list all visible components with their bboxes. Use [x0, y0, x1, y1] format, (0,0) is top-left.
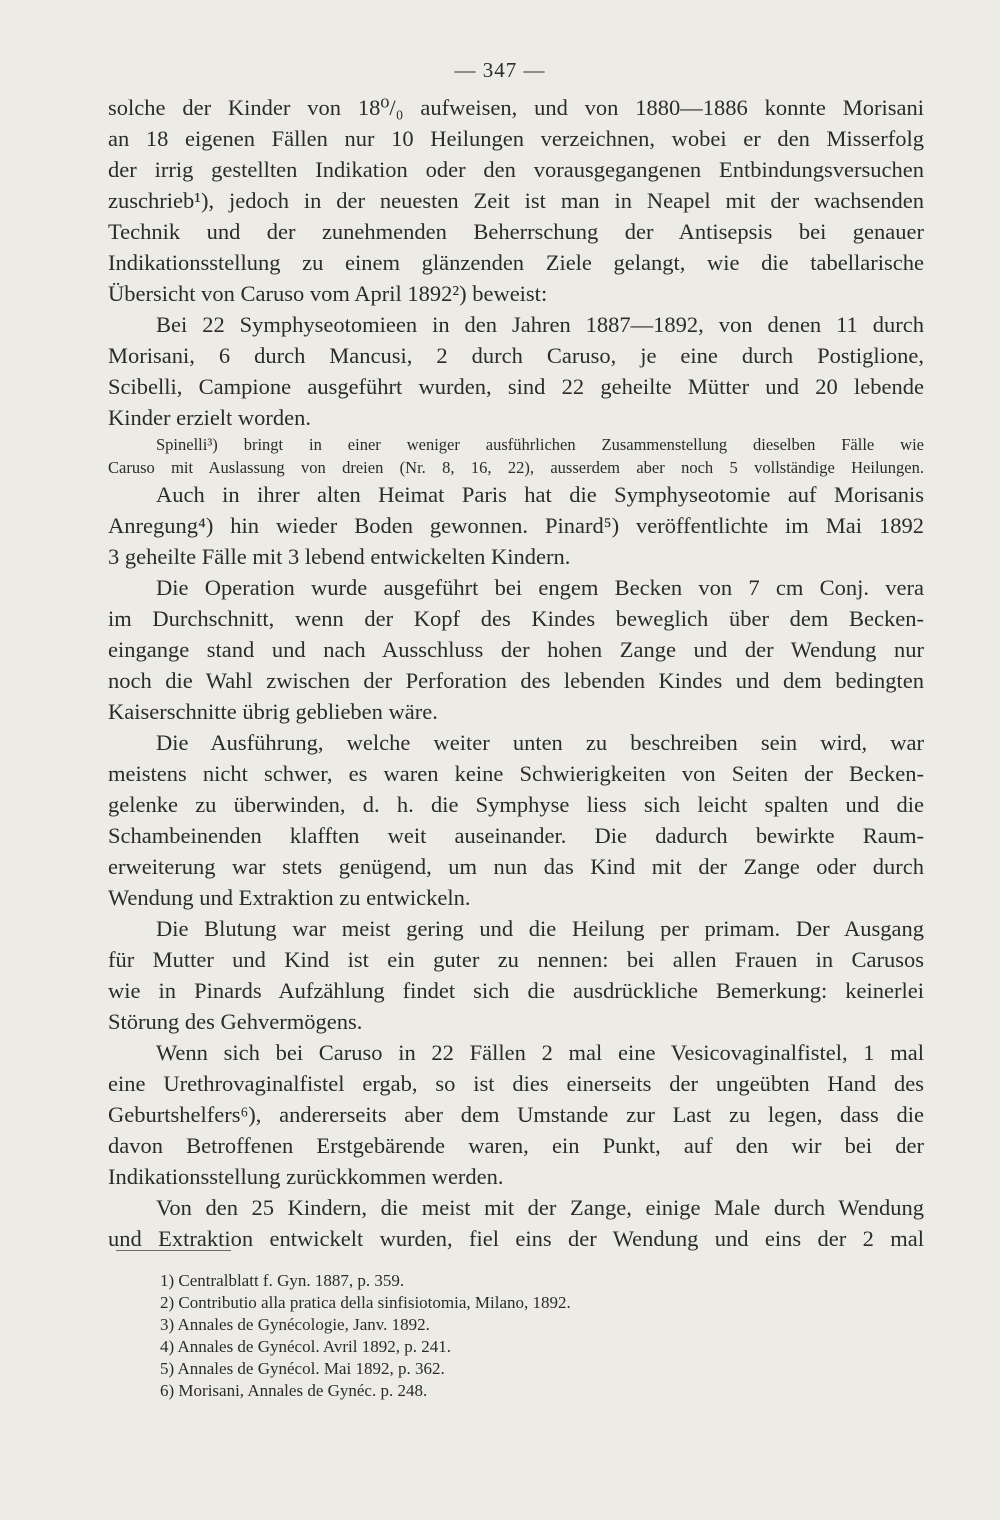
text-line: an 18 eigenen Fällen nur 10 Heilungen verzeichnen, wobei er den Misserfolg: [108, 126, 924, 151]
text-line: Bei 22 Symphyseotomieen in den Jahren 1887—1892, von denen 11 durch: [156, 312, 924, 337]
text-line: Störung des Gehvermögens.: [108, 1009, 363, 1034]
text-line: Technik und der zunehmenden Beherrschung der Antisepsis bei genauer: [108, 219, 924, 244]
text-line: Schambeinenden klafften weit auseinander. Die dadurch bewirkte Raum-: [108, 823, 924, 848]
text-line: noch die Wahl zwischen der Perforation des lebenden Kindes und dem bedingten: [108, 668, 924, 693]
text-line: wie in Pinards Aufzählung findet sich die ausdrückliche Bemerkung: keinerlei: [108, 978, 924, 1003]
text-line: meistens nicht schwer, es waren keine Schwierigkeiten von Seiten der Becken-: [108, 761, 924, 786]
text-line: Die Ausführung, welche weiter unten zu beschreiben sein wird, war: [156, 730, 924, 755]
text-line: Indikationsstellung zurückkommen werden.: [108, 1164, 504, 1189]
text-line: Von den 25 Kindern, die meist mit der Zange, einige Male durch Wendung: [156, 1195, 924, 1220]
text-line: Kinder erzielt worden.: [108, 405, 312, 430]
text-line: Die Blutung war meist gering und die Heilung per primam. Der Ausgang: [156, 916, 924, 941]
text-line: solche der Kinder von 18⁰/₀ aufweisen, und von 1880—1886 konnte Morisani: [108, 95, 924, 120]
text-line: davon Betroffenen Erstgebärende waren, ein Punkt, auf den wir bei der: [108, 1133, 924, 1158]
text-line: Indikationsstellung zu einem glänzenden Ziele gelangt, wie die tabellarische: [108, 250, 924, 275]
footnote: 3) Annales de Gynécologie, Janv. 1892.: [160, 1315, 430, 1334]
text-line: Übersicht von Caruso vom April 1892²) beweist:: [108, 281, 548, 306]
footnote: 5) Annales de Gynécol. Mai 1892, p. 362.: [160, 1359, 445, 1378]
text-line: Die Operation wurde ausgeführt bei engem Becken von 7 cm Conj. vera: [156, 575, 924, 600]
text-line: eine Urethrovaginalfistel ergab, so ist dies einerseits der ungeübten Hand des: [108, 1071, 924, 1096]
footnote: 4) Annales de Gynécol. Avril 1892, p. 241.: [160, 1337, 452, 1356]
text-line: Wenn sich bei Caruso in 22 Fällen 2 mal eine Vesicovaginalfistel, 1 mal: [156, 1040, 924, 1065]
footnote: 6) Morisani, Annales de Gynéc. p. 248.: [160, 1381, 428, 1400]
text-line: 3 geheilte Fälle mit 3 lebend entwickelten Kindern.: [108, 544, 571, 569]
text-line: Auch in ihrer alten Heimat Paris hat die Symphyseotomie auf Morisanis: [156, 482, 924, 507]
text-line: Wendung und Extraktion zu entwickeln.: [108, 885, 471, 910]
small-text-line: Spinelli³) bringt in einer weniger ausführlichen Zusammenstellung dieselben Fälle wie: [156, 435, 924, 454]
text-line: der irrig gestellten Indikation oder den vorausgegangenen Entbindungsversuchen: [108, 157, 924, 182]
page-number: — 347 —: [454, 58, 546, 82]
text-line: gelenke zu überwinden, d. h. die Symphyse liess sich leicht spalten und die: [108, 792, 924, 817]
text-line: und Extraktion entwickelt wurden, fiel eins der Wendung und eins der 2 mal: [108, 1226, 924, 1251]
text-line: eingange stand und nach Ausschluss der hohen Zange und der Wendung nur: [108, 637, 924, 662]
text-line: Morisani, 6 durch Mancusi, 2 durch Caruso, je eine durch Postiglione,: [108, 343, 924, 368]
footnote: 2) Contributio alla pratica della sinfisiotomia, Milano, 1892.: [160, 1293, 571, 1312]
small-text-line: Caruso mit Auslassung von dreien (Nr. 8, 16, 22), ausserdem aber noch 5 vollständige Heilungen.: [108, 458, 924, 477]
footnote: 1) Centralblatt f. Gyn. 1887, p. 359.: [160, 1271, 405, 1290]
text-line: zuschrieb¹), jedoch in der neuesten Zeit ist man in Neapel mit der wachsenden: [108, 188, 924, 213]
text-line: im Durchschnitt, wenn der Kopf des Kindes beweglich über dem Becken-: [108, 606, 924, 631]
body-text: [108, 92, 924, 1254]
text-line: Kaiserschnitte übrig geblieben wäre.: [108, 699, 438, 724]
text-line: Geburtshelfers⁶), andererseits aber dem Umstande zur Last zu legen, dass die: [108, 1102, 924, 1127]
text-line: Anregung⁴) hin wieder Boden gewonnen. Pinard⁵) veröffentlichte im Mai 1892: [108, 513, 924, 538]
footnote-divider: [116, 1250, 231, 1251]
text-line: Scibelli, Campione ausgeführt wurden, sind 22 geheilte Mütter und 20 lebende: [108, 374, 924, 399]
text-line: für Mutter und Kind ist ein guter zu nennen: bei allen Frauen in Carusos: [108, 947, 924, 972]
footnotes: [160, 1270, 571, 1402]
text-line: erweiterung war stets genügend, um nun das Kind mit der Zange oder durch: [108, 854, 924, 879]
